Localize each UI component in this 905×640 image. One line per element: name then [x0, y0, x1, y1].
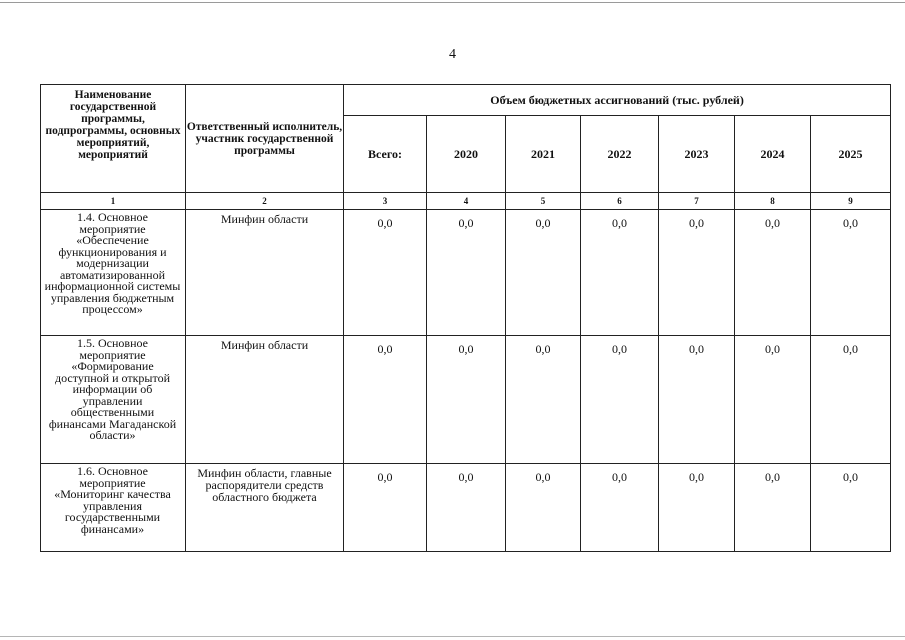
- header-name-column: Наименование государственной программы, подпрограммы, основных мероприятий, мероприятий: [41, 85, 186, 193]
- column-number: 5: [506, 193, 581, 210]
- header-year-2020: 2020: [427, 116, 506, 193]
- value-2022: 0,0: [581, 464, 659, 552]
- bottom-scan-border: [0, 636, 905, 637]
- value-2020: 0,0: [427, 210, 506, 336]
- responsible-executor: Минфин области: [186, 336, 344, 464]
- value-2023: 0,0: [659, 210, 735, 336]
- header-responsible-column: Ответственный исполнитель, участник государственной программы: [186, 85, 344, 193]
- column-number: 7: [659, 193, 735, 210]
- column-number: 6: [581, 193, 659, 210]
- page-number: 4: [449, 47, 456, 62]
- header-year-2024: 2024: [735, 116, 811, 193]
- value-2024: 0,0: [735, 210, 811, 336]
- header-total: Всего:: [344, 116, 427, 193]
- activity-name: 1.6. Основное мероприятие «Мониторинг качества управления государственными финансами»: [41, 464, 186, 552]
- responsible-executor: Минфин области, главные распорядители средств областного бюджета: [186, 464, 344, 552]
- header-year-2023: 2023: [659, 116, 735, 193]
- responsible-executor: Минфин области: [186, 210, 344, 336]
- header-year-2022: 2022: [581, 116, 659, 193]
- value-2022: 0,0: [581, 210, 659, 336]
- value-2023: 0,0: [659, 336, 735, 464]
- activity-name: 1.5. Основное мероприятие «Формирование доступной и открытой информации об управлении общественными финансами Магаданской области»: [41, 336, 186, 464]
- table-row: [41, 336, 891, 464]
- value-total: 0,0: [344, 464, 427, 552]
- header-year-2025: 2025: [811, 116, 891, 193]
- column-number: 4: [427, 193, 506, 210]
- table-row: [41, 210, 891, 336]
- value-2021: 0,0: [506, 210, 581, 336]
- column-number: 8: [735, 193, 811, 210]
- value-2021: 0,0: [506, 464, 581, 552]
- value-2022: 0,0: [581, 336, 659, 464]
- budget-allocation-table: [40, 84, 891, 552]
- activity-name: 1.4. Основное мероприятие «Обеспечение функционирования и модернизации автоматизированной информационной системы управления бюджетным процессом»: [41, 210, 186, 336]
- column-number: 1: [41, 193, 186, 210]
- value-2024: 0,0: [735, 464, 811, 552]
- value-total: 0,0: [344, 336, 427, 464]
- top-scan-border: [0, 2, 905, 3]
- header-year-2021: 2021: [506, 116, 581, 193]
- header-row-1: [41, 85, 891, 116]
- column-number: 3: [344, 193, 427, 210]
- value-2023: 0,0: [659, 464, 735, 552]
- column-number: 2: [186, 193, 344, 210]
- value-2025: 0,0: [811, 210, 891, 336]
- table-row: [41, 464, 891, 552]
- value-total: 0,0: [344, 210, 427, 336]
- value-2025: 0,0: [811, 464, 891, 552]
- value-2020: 0,0: [427, 464, 506, 552]
- column-number-row: [41, 193, 891, 210]
- value-2020: 0,0: [427, 336, 506, 464]
- value-2021: 0,0: [506, 336, 581, 464]
- value-2025: 0,0: [811, 336, 891, 464]
- column-number: 9: [811, 193, 891, 210]
- header-budget-volume: Объем бюджетных ассигнований (тыс. рублей): [344, 85, 891, 116]
- value-2024: 0,0: [735, 336, 811, 464]
